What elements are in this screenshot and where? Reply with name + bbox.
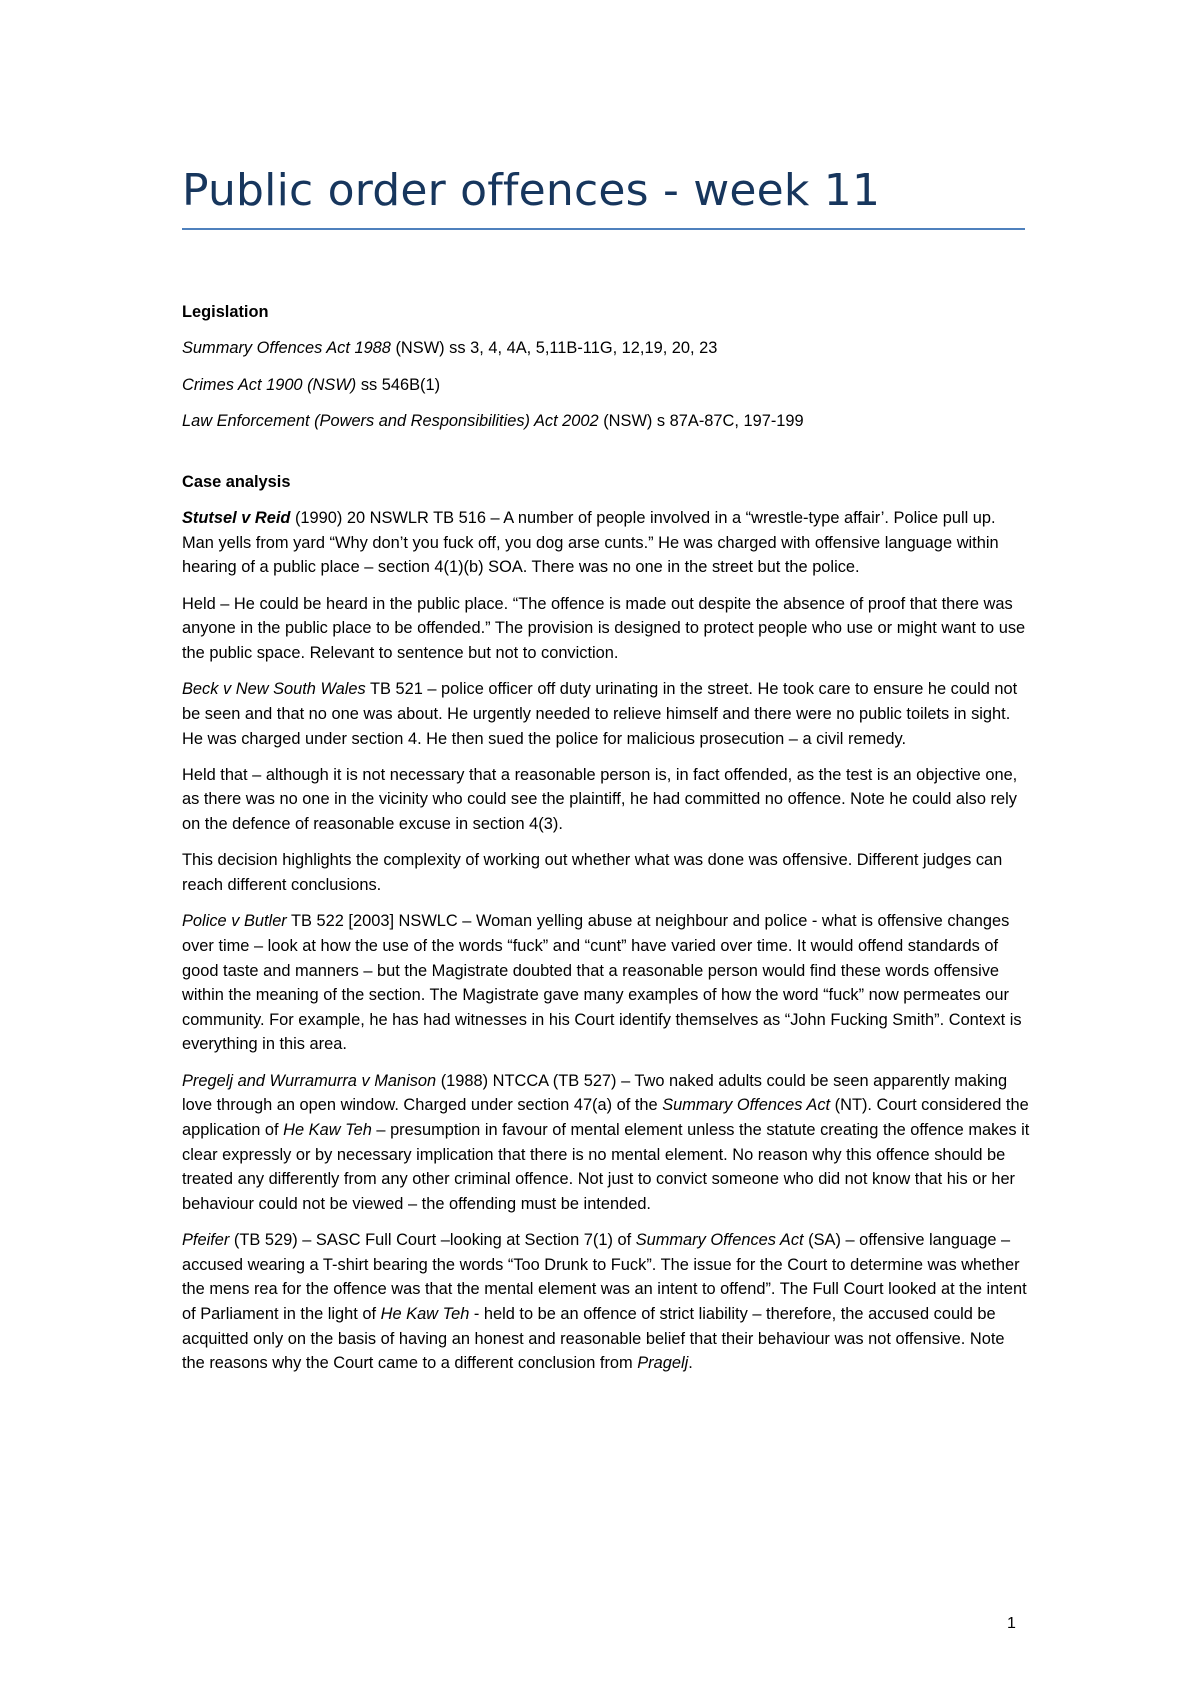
case-name-beck: Beck v New South Wales — [182, 680, 366, 699]
case-text-pregelj-2: (NT). Court considered the application of — [182, 1096, 1029, 1139]
legislation-item-crimes — [182, 373, 1030, 398]
case-name-pfeifer: Pfeifer — [182, 1231, 230, 1250]
case-text-pfeifer-4: . — [688, 1354, 693, 1373]
case-name-pregelj: Pregelj and Wurramurra v Manison — [182, 1071, 437, 1090]
act-name-crimes: Crimes Act 1900 (NSW) — [182, 375, 357, 394]
case-beck-held: Held that – although it is not necessary that a reasonable person is, in fact offended, as the test is an objective one, as there was no one in the vicinity who could see the plaintiff, he had committed no offence. Note he could also rely on the defence of reasonable excuse in section 4(3). — [182, 765, 1018, 834]
case-beck — [182, 677, 1030, 751]
page-number: 1 — [1007, 1615, 1016, 1632]
case-text-pregelj-3: – presumption in favour of mental element unless the statute creating the offence makes it clear expressly or by necessary implication that there is no mental element. No reason why this offence should be treated any differently from any other criminal offence. Not just to convict someone who did not know that his or her behaviour could not be viewed – the offending must be intended. — [182, 1121, 1030, 1213]
case-text-pfeifer-2: (SA) – offensive language – accused wearing a T-shirt bearing the words “Too Drunk to Fuck”. The issue for the Court to determine was whether the mens rea for the offence was that the mental element was an intent to offend”. The Full Court looked at the intent of Parliament in the light of — [182, 1231, 1027, 1323]
case-text-pfeifer-3: - held to be an offence of strict liability – therefore, the accused could be acquitted only on the basis of having an honest and reasonable belief that their behaviour was not offensive. Note the reasons why the Court came to a different conclusion from — [182, 1304, 1005, 1373]
act-details-lepra: (NSW) s 87A-87C, 197-199 — [598, 412, 804, 431]
legislation-item-lepra — [182, 409, 1030, 434]
case-butler — [182, 909, 1030, 1057]
case-text-pfeifer-1: (TB 529) – SASC Full Court –looking at Section 7(1) of — [229, 1231, 636, 1250]
case-stutsel — [182, 506, 1030, 580]
complexity-note: This decision highlights the complexity of working out whether what was done was offensive. Different judges can reach different conclusions. — [182, 851, 1003, 895]
case-ref-pregelj: He Kaw Teh — [283, 1121, 372, 1139]
case-pfeifer — [182, 1228, 1030, 1376]
case-name-butler: Police v Butler — [182, 912, 287, 931]
case-ref-pragelj: Pragelj — [637, 1354, 689, 1373]
case-ref-pfeifer: He Kaw Teh — [380, 1304, 470, 1323]
case-name-stutsel: Stutsel v Reid — [182, 509, 291, 528]
act-name-lepra: Law Enforcement (Powers and Responsibilities) Act 2002 — [182, 412, 599, 431]
legislation-heading: Legislation — [182, 303, 269, 321]
case-text-butler: TB 522 [2003] NSWLC – Woman yelling abuse at neighbour and police - what is offensive changes over time – look at how the use of the words “fuck” and “cunt” have varied over time. It would offend standards of good taste and manners – but the Magistrate doubted that a reasonable person would find these words offensive within the meaning of the section. The Magistrate gave many examples of how the word “fuck” now permeates our community. For example, he has had witnesses in his Court identify themselves as “John Fucking Smith”. Context is everything in this area. — [182, 912, 1022, 1054]
act-ref-pfeifer: Summary Offences Act — [635, 1231, 804, 1250]
case-text-stutsel: (1990) 20 NSWLR TB 516 – A number of people involved in a “wrestle-type affair’. Police pull up. Man yells from yard “Why don’t you fuck off, you dog arse cunts.” He was charged with offensive language within hearing of a public place – section 4(1)(b) SOA. There was no one in the street but the police. — [182, 509, 999, 577]
document-title: Public order offences - week 11 — [182, 165, 881, 216]
act-name-soa: Summary Offences Act 1988 — [182, 339, 391, 358]
document-page — [182, 0, 1030, 1698]
document-body — [182, 300, 1030, 1388]
act-ref-pregelj: Summary Offences Act — [662, 1096, 831, 1115]
case-analysis-heading: Case analysis — [182, 472, 291, 491]
case-text-beck: TB 521 – police officer off duty urinating in the street. He took care to ensure he could not be seen and that no one was about. He urgently needed to relieve himself and there were no public toilets in sight. He was charged under section 4. He then sued the police for malicious prosecution – a civil remedy. — [182, 680, 1018, 748]
title-underline — [182, 228, 1025, 230]
case-pregelj — [182, 1069, 1030, 1217]
case-stutsel-held: Held – He could be heard in the public place. “The offence is made out despite the absence of proof that there was anyone in the public place to be offended.” The provision is designed to protect people who use or might want to use the public space. Relevant to sentence but not to conviction. — [182, 594, 1026, 662]
act-details-crimes: ss 546B(1) — [356, 375, 441, 394]
legislation-item-soa — [182, 336, 1030, 361]
case-text-pregelj-1: (1988) NTCCA (TB 527) – Two naked adults could be seen apparently making love through an open window. Charged under section 47(a) of the — [182, 1071, 1008, 1115]
act-details-soa: (NSW) ss 3, 4, 4A, 5,11B-11G, 12,19, 20, 23 — [390, 339, 718, 358]
